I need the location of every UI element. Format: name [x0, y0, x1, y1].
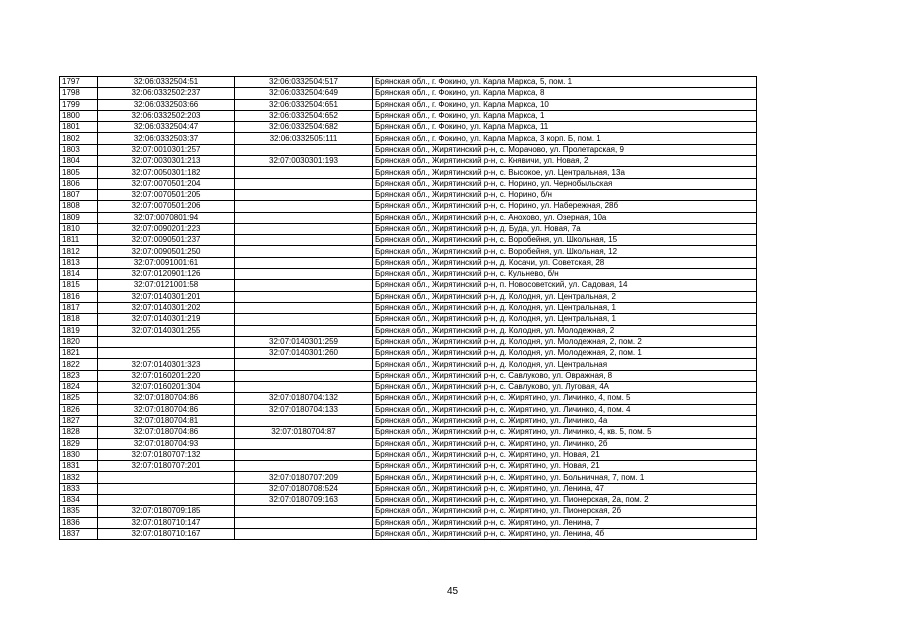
cadastral-number-cell: 32:07:0180704:81: [98, 415, 235, 426]
address-cell: Брянская обл., Жирятинский р-н, с. Жирятино, ул. Пионерская, 2б: [373, 506, 757, 517]
address-cell: Брянская обл., Жирятинский р-н, д. Колодня, ул. Молодежная, 2, пом. 2: [373, 336, 757, 347]
row-number-cell: 1833: [60, 483, 98, 494]
table-row: [60, 517, 757, 528]
address-cell: Брянская обл., Жирятинский р-н, с. Жирятино, ул. Личинко, 4а: [373, 415, 757, 426]
premises-cadastral-number-cell: 32:07:0140301:259: [235, 336, 373, 347]
premises-cadastral-number-cell: [235, 325, 373, 336]
address-cell: Брянская обл., г. Фокино, ул. Карла Маркса, 11: [373, 122, 757, 133]
address-cell: Брянская обл., г. Фокино, ул. Карла Маркса, 10: [373, 99, 757, 110]
address-cell: Брянская обл., Жирятинский р-н, с. Савлуково, ул. Луговая, 4А: [373, 382, 757, 393]
premises-cadastral-number-cell: 32:07:0180704:133: [235, 404, 373, 415]
row-number-cell: 1800: [60, 110, 98, 121]
address-cell: Брянская обл., Жирятинский р-н, с. Высокое, ул. Центральная, 13а: [373, 167, 757, 178]
cadastral-number-cell: 32:07:0070801:94: [98, 212, 235, 223]
cadastral-number-cell: 32:07:0180704:86: [98, 393, 235, 404]
premises-cadastral-number-cell: 32:06:0332504:651: [235, 99, 373, 110]
premises-cadastral-number-cell: [235, 415, 373, 426]
table-row: [60, 483, 757, 494]
premises-cadastral-number-cell: 32:06:0332504:652: [235, 110, 373, 121]
cadastral-number-cell: 32:07:0050301:182: [98, 167, 235, 178]
row-number-cell: 1834: [60, 494, 98, 505]
premises-cadastral-number-cell: [235, 506, 373, 517]
premises-cadastral-number-cell: [235, 201, 373, 212]
cadastral-number-cell: 32:07:0160201:220: [98, 370, 235, 381]
table-row: [60, 461, 757, 472]
cadastral-number-cell: 32:07:0180707:201: [98, 461, 235, 472]
table-row: [60, 257, 757, 268]
row-number-cell: 1816: [60, 291, 98, 302]
cadastral-number-cell: 32:07:0140301:202: [98, 302, 235, 313]
cadastral-number-cell: 32:07:0070501:204: [98, 178, 235, 189]
table-row: [60, 325, 757, 336]
premises-cadastral-number-cell: 32:07:0180704:87: [235, 427, 373, 438]
row-number-cell: 1799: [60, 99, 98, 110]
premises-cadastral-number-cell: [235, 528, 373, 539]
address-cell: Брянская обл., Жирятинский р-н, с. Морачово, ул. Пролетарская, 9: [373, 144, 757, 155]
address-cell: Брянская обл., Жирятинский р-н, с. Жирятино, ул. Ленина, 7: [373, 517, 757, 528]
premises-cadastral-number-cell: [235, 314, 373, 325]
table-row: [60, 393, 757, 404]
address-cell: Брянская обл., Жирятинский р-н, с. Жирятино, ул. Новая, 21: [373, 449, 757, 460]
cadastral-number-cell: [98, 494, 235, 505]
address-cell: Брянская обл., г. Фокино, ул. Карла Маркса, 8: [373, 88, 757, 99]
premises-cadastral-number-cell: [235, 235, 373, 246]
address-cell: Брянская обл., Жирятинский р-н, с. Жирятино, ул. Новая, 21: [373, 461, 757, 472]
row-number-cell: 1803: [60, 144, 98, 155]
row-number-cell: 1825: [60, 393, 98, 404]
cadastral-number-cell: 32:07:0090501:250: [98, 246, 235, 257]
address-cell: Брянская обл., Жирятинский р-н, с. Норино, ул. Набережная, 28б: [373, 201, 757, 212]
address-cell: Брянская обл., Жирятинский р-н, с. Княвичи, ул. Новая, 2: [373, 156, 757, 167]
address-cell: Брянская обл., Жирятинский р-н, с. Жирятино, ул. Пионерская, 2а, пом. 2: [373, 494, 757, 505]
row-number-cell: 1814: [60, 269, 98, 280]
cadastral-number-cell: 32:07:0180709:185: [98, 506, 235, 517]
table-row: [60, 291, 757, 302]
address-cell: Брянская обл., г. Фокино, ул. Карла Маркса, 1: [373, 110, 757, 121]
cadastral-number-cell: 32:07:0180710:167: [98, 528, 235, 539]
row-number-cell: 1835: [60, 506, 98, 517]
table-row: [60, 167, 757, 178]
cadastral-number-cell: [98, 336, 235, 347]
address-cell: Брянская обл., Жирятинский р-н, д. Колодня, ул. Центральная, 1: [373, 302, 757, 313]
table-row: [60, 246, 757, 257]
cadastral-number-cell: 32:07:0070501:206: [98, 201, 235, 212]
premises-cadastral-number-cell: 32:06:0332504:682: [235, 122, 373, 133]
premises-cadastral-number-cell: [235, 291, 373, 302]
row-number-cell: 1823: [60, 370, 98, 381]
table-row: [60, 133, 757, 144]
table-row: [60, 302, 757, 313]
address-cell: Брянская обл., Жирятинский р-н, д. Колодня, ул. Центральная, 2: [373, 291, 757, 302]
premises-cadastral-number-cell: [235, 178, 373, 189]
row-number-cell: 1802: [60, 133, 98, 144]
row-number-cell: 1818: [60, 314, 98, 325]
premises-cadastral-number-cell: [235, 257, 373, 268]
premises-cadastral-number-cell: 32:06:0332504:649: [235, 88, 373, 99]
cadastral-number-cell: 32:07:0120901:126: [98, 269, 235, 280]
address-cell: Брянская обл., Жирятинский р-н, д. Колодня, ул. Молодежная, 2: [373, 325, 757, 336]
premises-cadastral-number-cell: 32:07:0180704:132: [235, 393, 373, 404]
table-row: [60, 269, 757, 280]
cadastral-number-cell: 32:07:0090201:223: [98, 223, 235, 234]
row-number-cell: 1826: [60, 404, 98, 415]
table-row: [60, 88, 757, 99]
table-row: [60, 336, 757, 347]
premises-cadastral-number-cell: [235, 212, 373, 223]
address-cell: Брянская обл., Жирятинский р-н, д. Колодня, ул. Молодежная, 2, пом. 1: [373, 348, 757, 359]
premises-cadastral-number-cell: 32:06:0332504:517: [235, 77, 373, 88]
address-cell: Брянская обл., Жирятинский р-н, с. Жирятино, ул. Личинко, 4, пом. 5: [373, 393, 757, 404]
table-row: [60, 494, 757, 505]
table-row: [60, 122, 757, 133]
row-number-cell: 1817: [60, 302, 98, 313]
table-row: [60, 280, 757, 291]
row-number-cell: 1829: [60, 438, 98, 449]
row-number-cell: 1836: [60, 517, 98, 528]
cadastral-number-cell: 32:07:0180704:86: [98, 404, 235, 415]
row-number-cell: 1797: [60, 77, 98, 88]
table-row: [60, 528, 757, 539]
cadastral-number-cell: 32:07:0180704:86: [98, 427, 235, 438]
cadastral-number-cell: [98, 483, 235, 494]
premises-cadastral-number-cell: [235, 302, 373, 313]
table-row: [60, 472, 757, 483]
cadastral-number-cell: [98, 348, 235, 359]
row-number-cell: 1822: [60, 359, 98, 370]
premises-cadastral-number-cell: [235, 461, 373, 472]
row-number-cell: 1809: [60, 212, 98, 223]
row-number-cell: 1812: [60, 246, 98, 257]
premises-cadastral-number-cell: [235, 167, 373, 178]
row-number-cell: 1811: [60, 235, 98, 246]
premises-cadastral-number-cell: [235, 382, 373, 393]
address-cell: Брянская обл., г. Фокино, ул. Карла Маркса, 5, пом. 1: [373, 77, 757, 88]
premises-cadastral-number-cell: 32:07:0180709:163: [235, 494, 373, 505]
address-cell: Брянская обл., Жирятинский р-н, с. Анохово, ул. Озерная, 10а: [373, 212, 757, 223]
table-row: [60, 348, 757, 359]
row-number-cell: 1804: [60, 156, 98, 167]
table-row: [60, 359, 757, 370]
address-cell: Брянская обл., Жирятинский р-н, д. Колодня, ул. Центральная, 1: [373, 314, 757, 325]
premises-cadastral-number-cell: [235, 280, 373, 291]
premises-cadastral-number-cell: 32:07:0030301:193: [235, 156, 373, 167]
cadastral-number-cell: 32:07:0140301:219: [98, 314, 235, 325]
cadastral-number-cell: 32:06:0332502:237: [98, 88, 235, 99]
cadastral-number-cell: 32:07:0140301:255: [98, 325, 235, 336]
premises-cadastral-number-cell: [235, 438, 373, 449]
page-number: 45: [446, 586, 459, 597]
table-row: [60, 189, 757, 200]
address-cell: Брянская обл., Жирятинский р-н, с. Жирятино, ул. Личинко, 2б: [373, 438, 757, 449]
row-number-cell: 1828: [60, 427, 98, 438]
table-row: [60, 235, 757, 246]
row-number-cell: 1820: [60, 336, 98, 347]
cadastral-number-cell: 32:06:0332503:66: [98, 99, 235, 110]
row-number-cell: 1798: [60, 88, 98, 99]
address-cell: Брянская обл., Жирятинский р-н, п. Новосоветский, ул. Садовая, 14: [373, 280, 757, 291]
address-cell: Брянская обл., Жирятинский р-н, с. Жирятино, ул. Больничная, 7, пом. 1: [373, 472, 757, 483]
table-row: [60, 438, 757, 449]
address-cell: Брянская обл., Жирятинский р-н, с. Жирятино, ул. Личинко, 4, кв. 5, пом. 5: [373, 427, 757, 438]
table-row: [60, 144, 757, 155]
premises-cadastral-number-cell: [235, 370, 373, 381]
row-number-cell: 1805: [60, 167, 98, 178]
table-row: [60, 427, 757, 438]
table-row: [60, 314, 757, 325]
cadastral-number-cell: 32:06:0332504:51: [98, 77, 235, 88]
cadastral-number-cell: 32:07:0070501:205: [98, 189, 235, 200]
address-cell: Брянская обл., Жирятинский р-н, с. Воробейня, ул. Школьная, 15: [373, 235, 757, 246]
cadastral-number-cell: 32:06:0332502:203: [98, 110, 235, 121]
premises-cadastral-number-cell: [235, 246, 373, 257]
row-number-cell: 1801: [60, 122, 98, 133]
property-registry-table: [59, 76, 757, 540]
table-row: [60, 506, 757, 517]
address-cell: Брянская обл., Жирятинский р-н, с. Жирятино, ул. Личинко, 4, пом. 4: [373, 404, 757, 415]
cadastral-number-cell: 32:07:0140301:201: [98, 291, 235, 302]
address-cell: Брянская обл., Жирятинский р-н, д. Косачи, ул. Советская, 28: [373, 257, 757, 268]
cadastral-number-cell: 32:07:0121001:58: [98, 280, 235, 291]
cadastral-number-cell: 32:07:0160201:304: [98, 382, 235, 393]
table-row: [60, 382, 757, 393]
table-row: [60, 415, 757, 426]
table-row: [60, 201, 757, 212]
row-number-cell: 1808: [60, 201, 98, 212]
cadastral-number-cell: 32:07:0010301:257: [98, 144, 235, 155]
row-number-cell: 1815: [60, 280, 98, 291]
cadastral-number-cell: 32:07:0091001:61: [98, 257, 235, 268]
table-row: [60, 99, 757, 110]
address-cell: Брянская обл., Жирятинский р-н, с. Жирятино, ул. Ленина, 4б: [373, 528, 757, 539]
premises-cadastral-number-cell: [235, 269, 373, 280]
row-number-cell: 1813: [60, 257, 98, 268]
address-cell: Брянская обл., Жирятинский р-н, д. Буда, ул. Новая, 7а: [373, 223, 757, 234]
cadastral-number-cell: 32:07:0180704:93: [98, 438, 235, 449]
row-number-cell: 1819: [60, 325, 98, 336]
premises-cadastral-number-cell: [235, 223, 373, 234]
cadastral-number-cell: 32:06:0332503:37: [98, 133, 235, 144]
row-number-cell: 1824: [60, 382, 98, 393]
premises-cadastral-number-cell: 32:07:0180708:524: [235, 483, 373, 494]
address-cell: Брянская обл., Жирятинский р-н, д. Колодня, ул. Центральная: [373, 359, 757, 370]
row-number-cell: 1806: [60, 178, 98, 189]
table-row: [60, 370, 757, 381]
cadastral-number-cell: 32:06:0332504:47: [98, 122, 235, 133]
row-number-cell: 1810: [60, 223, 98, 234]
address-cell: Брянская обл., Жирятинский р-н, с. Воробейня, ул. Школьная, 12: [373, 246, 757, 257]
premises-cadastral-number-cell: [235, 359, 373, 370]
table-row: [60, 110, 757, 121]
row-number-cell: 1832: [60, 472, 98, 483]
premises-cadastral-number-cell: 32:07:0180707:209: [235, 472, 373, 483]
row-number-cell: 1821: [60, 348, 98, 359]
address-cell: Брянская обл., Жирятинский р-н, с. Кульнево, б/н: [373, 269, 757, 280]
table-row: [60, 77, 757, 88]
premises-cadastral-number-cell: 32:07:0140301:260: [235, 348, 373, 359]
premises-cadastral-number-cell: [235, 144, 373, 155]
address-cell: Брянская обл., Жирятинский р-н, с. Савлуково, ул. Овражная, 8: [373, 370, 757, 381]
premises-cadastral-number-cell: [235, 517, 373, 528]
table-body: [60, 77, 757, 540]
table-row: [60, 449, 757, 460]
table-row: [60, 156, 757, 167]
cadastral-number-cell: 32:07:0180710:147: [98, 517, 235, 528]
cadastral-number-cell: 32:07:0030301:213: [98, 156, 235, 167]
cadastral-number-cell: 32:07:0090501:237: [98, 235, 235, 246]
address-cell: Брянская обл., Жирятинский р-н, с. Жирятино, ул. Ленина, 47: [373, 483, 757, 494]
address-cell: Брянская обл., Жирятинский р-н, с. Норино, ул. Чернобыльская: [373, 178, 757, 189]
premises-cadastral-number-cell: 32:06:0332505:111: [235, 133, 373, 144]
table-row: [60, 223, 757, 234]
row-number-cell: 1831: [60, 461, 98, 472]
table-row: [60, 404, 757, 415]
cadastral-number-cell: [98, 472, 235, 483]
row-number-cell: 1837: [60, 528, 98, 539]
cadastral-number-cell: 32:07:0140301:323: [98, 359, 235, 370]
row-number-cell: 1827: [60, 415, 98, 426]
cadastral-number-cell: 32:07:0180707:132: [98, 449, 235, 460]
row-number-cell: 1807: [60, 189, 98, 200]
premises-cadastral-number-cell: [235, 189, 373, 200]
address-cell: Брянская обл., Жирятинский р-н, с. Норино, б/н: [373, 189, 757, 200]
premises-cadastral-number-cell: [235, 449, 373, 460]
table-row: [60, 178, 757, 189]
address-cell: Брянская обл., г. Фокино, ул. Карла Маркса, 3 корп. Б, пом. 1: [373, 133, 757, 144]
table-row: [60, 212, 757, 223]
row-number-cell: 1830: [60, 449, 98, 460]
